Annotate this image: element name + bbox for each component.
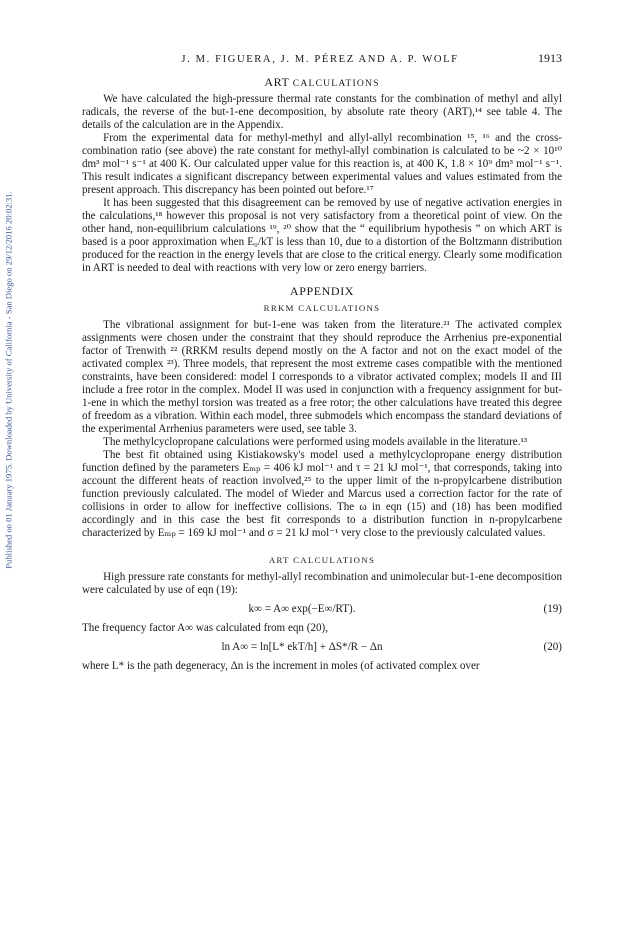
rrkm-subtitle: RRKM CALCULATIONS: [263, 303, 381, 313]
paragraph: The frequency factor A∞ was calculated from eqn (20),: [82, 622, 329, 634]
equation-19: [82, 603, 562, 616]
paragraph: High pressure rate constants for methyl-allyl recombination and unimolecular but-1-ene decomposition were calculated by use of eqn (19):: [82, 571, 562, 596]
section-title-art: [82, 76, 562, 90]
download-watermark-text: Published on 01 January 1975. Downloaded by University of California - San Diego on 29/12/2016 20:02:31.: [4, 191, 14, 569]
paragraph: We have calculated the high-pressure thermal rate constants for the combination of methyl and allyl radicals, the reverse of the but-1-ene decomposition, by absolute rate theory (ART),¹⁴ see table 4. The details of the calculation are in the Appendix.: [82, 93, 562, 131]
paper-page: [82, 52, 562, 673]
equation-20: [82, 641, 562, 654]
paragraph: It has been suggested that this disagreement can be removed by use of negative activation energies in the calculations,¹⁸ however this proposal is not very satisfactory from a theoretical point of view. On the other hand, non-equilibrium calculations ¹⁹, ²⁰ show that the “ equilibrium hypothesis ” on which ART is based is a poor approximation when E₀/kT is less than 10, due to a distortion of the Boltzmann distribution produced for the reaction in the energy levels that are close to the critical energy. Clearly some modification in ART is needed to deal with reactions with very low or zero energy barriers.: [82, 197, 562, 274]
paragraph: The best fit obtained using Kistiakowsky's model used a methylcyclopropane energy distribution function defined by the parameters Eₘₚ = 406 kJ mol⁻¹ and τ = 21 kJ mol⁻¹, that corresponds, taking into account the different heats of reaction involved,²⁵ to the upper limit of the n-propylcarbene distribution function previously calculated. The model of Wieder and Marcus used a correction factor for the rate of collisions in order to allow for ineffective collisions. The ω in eqn (15) and (18) has been modified accordingly and in this case the best fit corresponds to a distribution function in n-propylcarbene characterized by Eₘₚ = 169 kJ mol⁻¹ and σ = 21 kJ mol⁻¹ very close to the previously calculated values.: [82, 449, 562, 539]
paragraph: The vibrational assignment for but-1-ene was taken from the literature.²¹ The activated complex assignments were chosen under the constraint that they should reproduce the Arrhenius pre-exponential factor of Trenwith ²² (RRKM results depend mostly on the A factor and not on the exact model of the activated complex ²³). Three models, that represent the most extreme cases compatible with the mentioned constraints, have been considered: model I corresponds to a vibrator activated complex; models II and III include a free rotor in the complex. Model II was used in conjunction with a frequency assignment for but-1-ene in which the methyl torsion was treated as a free rotor; the other calculations have treated this degree of freedom as a vibration. Within each model, three submodels which encompass the standard deviations of the experimental Arrhenius parameters were used, see table 3.: [82, 319, 562, 435]
paragraph: The methylcyclopropane calculations were performed using models available in the literature.¹³: [103, 436, 528, 448]
equation-19-body: k∞ = A∞ exp(−E∞/RT).: [248, 603, 356, 615]
page-number: 1913: [538, 51, 562, 65]
running-header: [82, 52, 562, 66]
download-watermark: [2, 100, 16, 660]
appendix-title: APPENDIX: [289, 284, 355, 298]
paragraph: where L* is the path degeneracy, Δn is the increment in moles (of activated complex over: [82, 660, 480, 672]
equation-20-number: (20): [543, 641, 562, 653]
art-calculations-subtitle: ART CALCULATIONS: [268, 555, 376, 565]
equation-19-number: (19): [543, 603, 562, 615]
running-header-authors: J. M. FIGUERA, J. M. PÉREZ AND A. P. WOLF: [181, 54, 459, 65]
equation-20-body: ln A∞ = ln[L* ekT/h] + ΔS*/R − Δn: [221, 641, 383, 653]
section-title-art-sc: CALCULATIONS: [292, 78, 380, 89]
section-title-art-cap: ART: [264, 75, 293, 89]
paragraph: From the experimental data for methyl-methyl and allyl-allyl recombination ¹⁵, ¹⁶ and the cross-combination ratio (see above) the rate constant for methyl-allyl combination is calculated to be ~2 × 10¹⁰ dm³ mol⁻¹ s⁻¹ at 400 K. Our calculated upper value for this reaction is, at 400 K, 1.8 × 10⁹ dm³ mol⁻¹ s⁻¹. This result indicates a significant discrepancy between experimental values and values estimated from the present approach. This discrepancy has been pointed out before.¹⁷: [82, 132, 562, 196]
